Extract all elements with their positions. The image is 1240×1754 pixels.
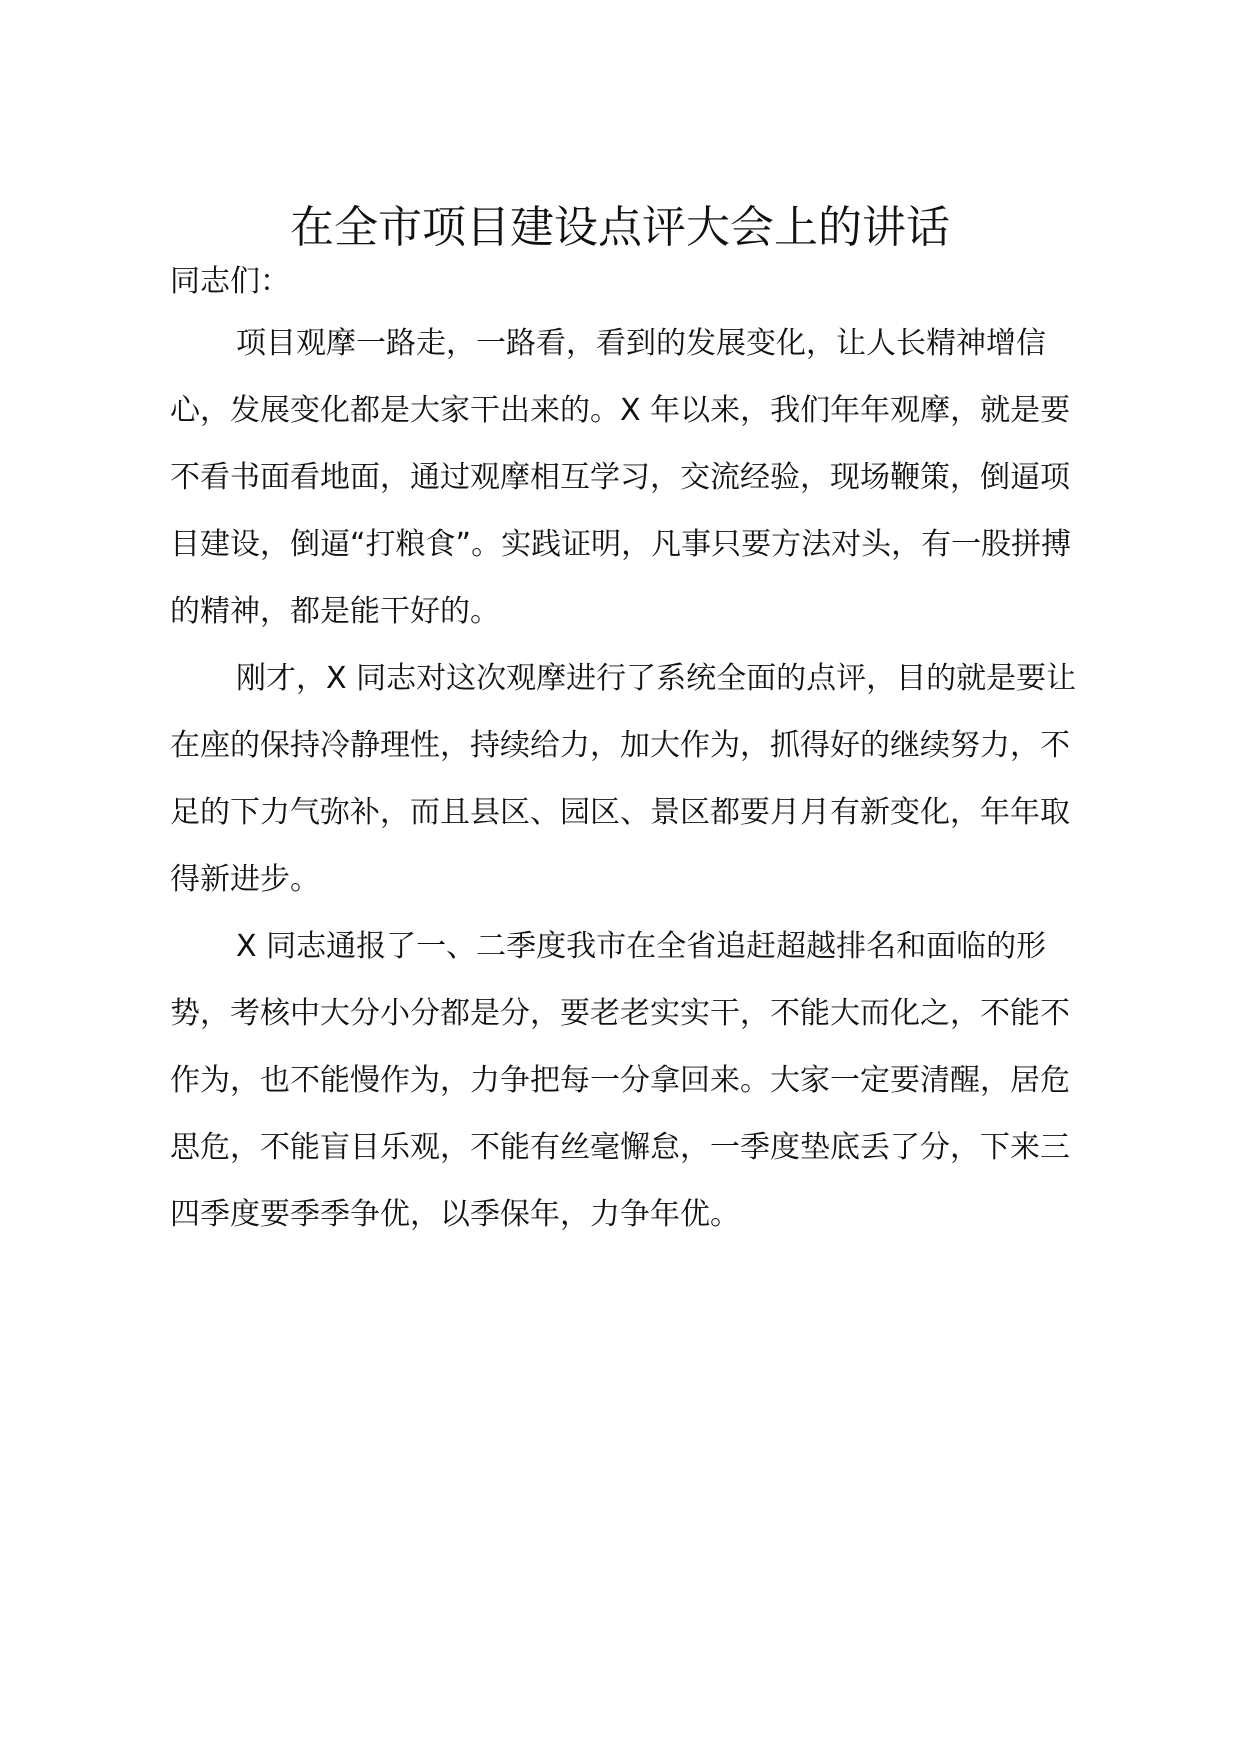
paragraph-1: 项目观摩一路走，一路看，看到的发展变化，让人长精神增信心，发展变化都是大家干出来的。X 年以来，我们年年观摩，就是要不看书面看地面，通过观摩相互学习，交流经验，现场鞭策，倒逼项目建设，倒逼“打粮食”。实践证明，凡事只要方法对头，有一股拼搏的精神，都是能干好的。 <box>170 326 1072 629</box>
document-title: 在全市项目建设点评大会上的讲话 <box>290 202 950 253</box>
document-body <box>170 310 1090 1248</box>
salutation: 同志们： <box>170 264 290 299</box>
paragraph-2: 刚才，X 同志对这次观摩进行了系统全面的点评，目的就是要让在座的保持冷静理性，持续给力，加大作为，抓得好的继续努力，不足的下力气弥补，而且县区、园区、景区都要月月有新变化，年年取得新进步。 <box>170 661 1077 897</box>
paragraph-3: X 同志通报了一、二季度我市在全省追赶超越排名和面临的形势，考核中大分小分都是分，要老老实实干，不能大而化之，不能不作为，也不能慢作为，力争把每一分拿回来。大家一定要清醒，居危思危，不能盲目乐观，不能有丝毫懈怠，一季度垫底丢了分，下来三四季度要季季争优，以季保年，力争年优。 <box>170 929 1070 1232</box>
